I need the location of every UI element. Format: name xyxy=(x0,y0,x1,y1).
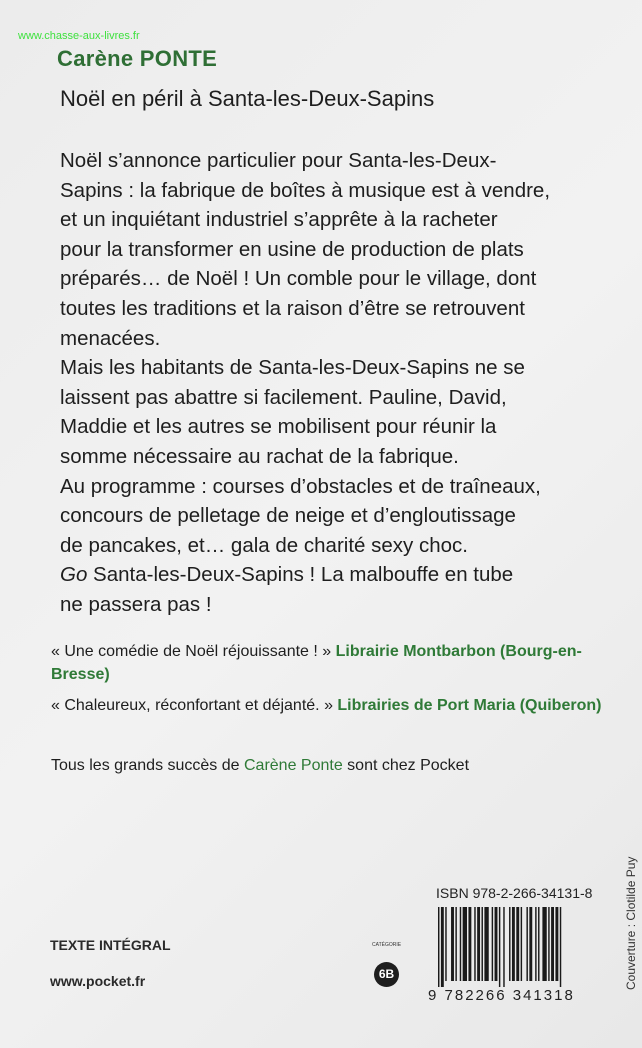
blurb-line: Au programme : courses d’obstacles et de traîneaux, xyxy=(60,474,541,498)
blurb-line: Noël s’annonce particulier pour Santa-les-Deux- xyxy=(60,149,497,172)
barcode xyxy=(438,907,600,987)
barcode-bar xyxy=(535,907,536,981)
blurb-line: pour la transformer en usine de production de plats xyxy=(60,237,524,261)
barcode-bar xyxy=(555,907,558,981)
blurb-line: Maddie et les autres se mobilisent pour réunir la xyxy=(60,415,497,439)
barcode-bar xyxy=(495,907,498,981)
blurb xyxy=(60,146,620,620)
quote-source: Librairie Montbarbon (Bourg-en-Bresse) xyxy=(51,643,582,683)
blurb-line: menacées. xyxy=(60,326,161,350)
barcode-bar xyxy=(512,907,515,981)
blurb-line: préparés… de Noël ! Un comble pour le village, dont xyxy=(60,267,537,291)
barcode-bar xyxy=(526,907,527,981)
barcode-bar xyxy=(482,907,483,981)
blurb-line: ne passera pas ! xyxy=(60,592,212,616)
all-books-author: Carène Ponte xyxy=(244,757,343,774)
barcode-bar xyxy=(438,907,439,987)
blurb-line: et un inquiétant industriel s’apprête à la racheter xyxy=(60,208,498,232)
barcode-bar xyxy=(474,907,475,981)
category-badge: 6B xyxy=(374,962,399,987)
barcode-bar xyxy=(460,907,461,981)
all-books-text: Tous les grands succès de xyxy=(51,757,244,774)
quote-source: Librairies de Port Maria (Quiberon) xyxy=(337,697,602,714)
all-books-text: sont chez Pocket xyxy=(342,757,470,774)
book-title: Noël en péril à Santa-les-Deux-Sapins xyxy=(60,86,435,111)
barcode-digits: 9 782266 341318 xyxy=(428,987,575,1004)
barcode-bar xyxy=(538,907,539,981)
blurb-line xyxy=(60,560,620,590)
review-quote xyxy=(51,694,621,717)
barcode-bar xyxy=(492,907,493,981)
barcode-bar xyxy=(484,907,488,981)
barcode-bar xyxy=(445,907,446,981)
barcode-bar xyxy=(468,907,471,981)
barcode-bar xyxy=(542,907,546,981)
website: www.pocket.fr xyxy=(50,973,146,989)
barcode-bar xyxy=(477,907,480,981)
blurb-line: de pancakes, et… gala de charité sexy choc. xyxy=(60,533,468,557)
barcode-bar xyxy=(509,907,510,981)
barcode-bar xyxy=(503,907,504,987)
category-label: CATÉGORIE xyxy=(372,942,402,948)
barcode-bar xyxy=(499,907,500,987)
blurb-text: Santa-les-Deux-Sapins ! La malbouffe en tube xyxy=(87,563,514,587)
blurb-line: toutes les traditions et la raison d’être se retrouvent xyxy=(60,296,525,320)
barcode-bar xyxy=(521,907,522,981)
barcode-bar xyxy=(441,907,444,987)
isbn: ISBN 978-2-266-34131-8 xyxy=(436,885,593,901)
blurb-line: concours de pelletage de neige et d’engloutissage xyxy=(60,504,516,528)
blurb-line: Sapins : la fabrique de boîtes à musique est à vendre, xyxy=(60,178,551,202)
blurb-line: laissent pas abattre si facilement. Pauline, David, xyxy=(60,385,507,409)
blurb-line: Mais les habitants de Santa-les-Deux-Sapins ne se xyxy=(60,356,525,380)
barcode-bar xyxy=(516,907,519,981)
review-quote xyxy=(51,640,621,686)
barcode-bar xyxy=(451,907,454,981)
barcode-bar xyxy=(529,907,532,981)
all-books-line xyxy=(51,757,469,775)
barcode-bar xyxy=(548,907,549,981)
barcode-bar xyxy=(551,907,554,981)
barcode-bar xyxy=(463,907,467,981)
quote-text: « Une comédie de Noël réjouissante ! » xyxy=(51,643,336,660)
blurb-line: somme nécessaire au rachat de la fabrique. xyxy=(60,444,459,468)
cover-credit: Couverture : Clotilde Puy xyxy=(624,856,638,990)
blurb-italic: Go xyxy=(60,563,88,587)
barcode-bar xyxy=(560,907,561,987)
barcode-bar xyxy=(455,907,456,981)
quote-text: « Chaleureux, réconfortant et déjanté. » xyxy=(51,697,338,714)
author-name: Carène PONTE xyxy=(57,46,218,71)
texte-integral: TEXTE INTÉGRAL xyxy=(50,937,171,953)
watermark: www.chasse-aux-livres.fr xyxy=(18,30,140,42)
